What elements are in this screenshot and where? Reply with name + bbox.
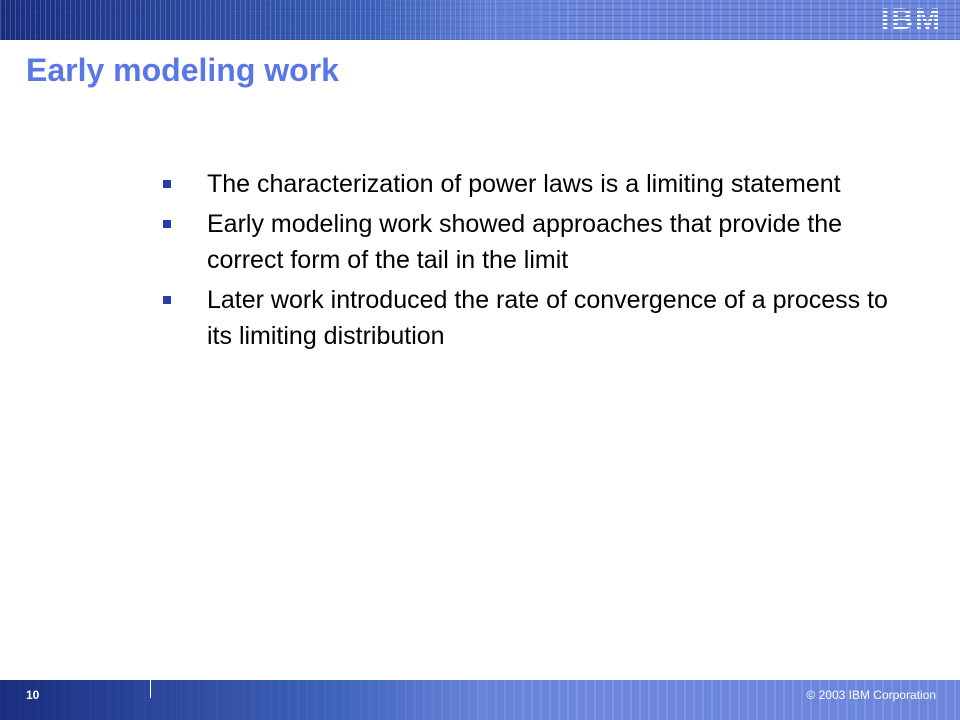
bullet-item xyxy=(160,282,900,354)
banner-texture xyxy=(0,0,500,40)
slide-title: Early modeling work xyxy=(26,52,339,88)
bullet-item xyxy=(160,206,900,278)
bullet-text: Early modeling work showed approaches that provide the correct form of the tail in the limit xyxy=(207,210,843,274)
bullet-item xyxy=(160,166,900,202)
header-banner xyxy=(0,0,960,40)
footer-divider xyxy=(150,680,151,698)
ibm-logo: IBM xyxy=(881,3,942,36)
copyright-text: © 2003 IBM Corporation xyxy=(806,688,936,702)
square-bullet-icon xyxy=(163,296,171,304)
square-bullet-icon xyxy=(163,180,171,188)
bullet-list xyxy=(160,166,900,358)
bullet-text: Later work introduced the rate of convergence of a process to its limiting distribution xyxy=(207,286,888,350)
page-number: 10 xyxy=(26,688,40,702)
bullet-text: The characterization of power laws is a limiting statement xyxy=(207,170,841,198)
square-bullet-icon xyxy=(163,220,171,228)
